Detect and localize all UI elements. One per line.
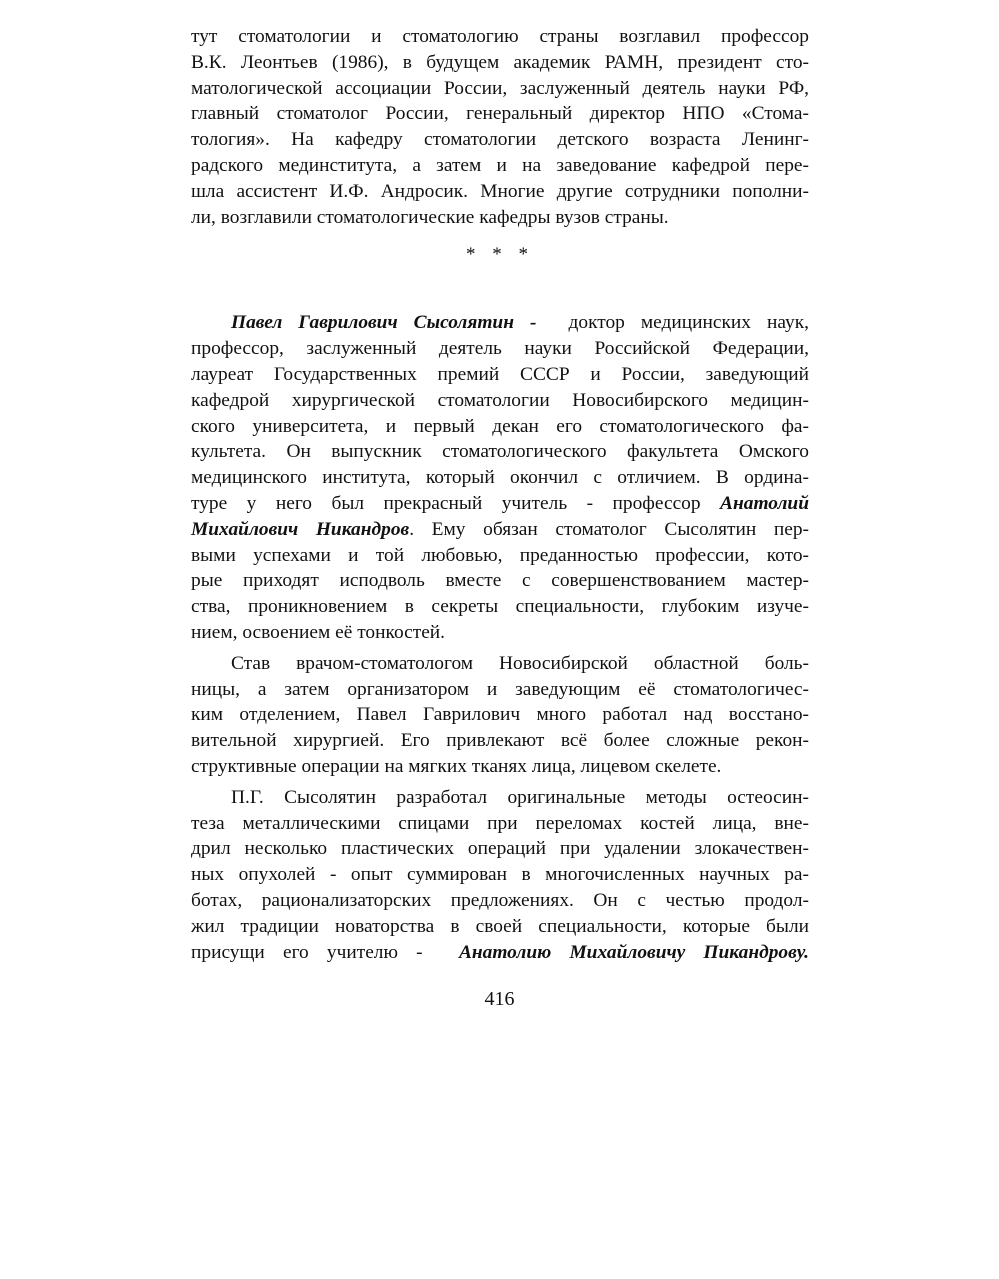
text-line: культета. Он выпускник стоматологического факультета Омского	[191, 441, 809, 463]
text-line: ства, проникновением в секреты специальности, глубоким изуче-	[191, 596, 809, 618]
text-fragment: доктор медицинских наук,	[568, 312, 809, 334]
text-line	[191, 517, 809, 543]
text-line: теза металлическими спицами при переломах костей лица, вне-	[191, 812, 809, 834]
text-line: В.К. Леонтьев (1986), в будущем академик РАМН, президент сто-	[191, 51, 809, 73]
text-line: жил традиции новаторства в своей специальности, которые были	[191, 915, 809, 937]
text-line: шла ассистент И.Ф. Андросик. Многие другие сотрудники пополни-	[191, 180, 809, 202]
text-fragment: присущи его учителю -	[191, 941, 423, 963]
page-body	[191, 24, 809, 965]
page-number: 416	[484, 988, 515, 1010]
text-line: главный стоматолог России, генеральный директор НПО «Стома-	[191, 103, 809, 125]
teacher-name: Анатолию Михайловичу Пикандрову.	[458, 941, 810, 963]
text-line: выми успехами и той любовью, преданностью профессии, кото-	[191, 544, 809, 566]
section-separator: * * *	[466, 244, 534, 266]
text-line: ницы, а затем организатором и заведующим её стоматологичес-	[191, 678, 809, 700]
text-line: нием, освоением её тонкостей.	[191, 621, 446, 643]
text-line: матологической ассоциации России, заслуженный деятель науки РФ,	[191, 77, 809, 99]
text-line: ботах, рационализаторских предложениях. Он с честью продол-	[191, 889, 809, 911]
text-line: ных опухолей - опыт суммирован в многочисленных научных ра-	[191, 864, 809, 886]
text-line: рые приходят исподволь вместе с совершенствованием мастер-	[191, 570, 809, 592]
bio-paragraph	[191, 310, 809, 645]
text-line: ким отделением, Павел Гаврилович много работал над восстано-	[191, 704, 809, 726]
text-line: Став врачом-стоматологом Новосибирской областной боль-	[231, 652, 809, 674]
text-line: профессор, заслуженный деятель науки Российской Федерации,	[191, 338, 809, 360]
intro-paragraph	[191, 24, 809, 230]
text-line: ского университета, и первый декан его стоматологического фа-	[191, 415, 809, 437]
text-line: структивные операции на мягких тканях лица, лицевом скелете.	[191, 755, 722, 777]
text-line: лауреат Государственных премий СССР и России, заведующий	[191, 363, 809, 385]
text-line: вительной хирургией. Его привлекают всё более сложные рекон-	[191, 730, 809, 752]
text-line: тология». На кафедру стоматологии детского возраста Ленинг-	[191, 129, 809, 151]
text-fragment: . Ему обязан стоматолог Сысолятин пер-	[409, 518, 809, 540]
text-line	[191, 940, 809, 966]
text-line: ли, возглавили стоматологические кафедры вузов страны.	[191, 206, 669, 228]
text-line	[191, 491, 809, 517]
text-fragment: туре у него был прекрасный учитель - профессор	[191, 492, 701, 514]
methods-paragraph	[191, 785, 809, 966]
text-line: П.Г. Сысолятин разработал оригинальные методы остеосин-	[231, 786, 809, 808]
teacher-name: Анатолий	[720, 492, 809, 514]
text-line: медицинского института, который окончил с отличием. В ордина-	[191, 467, 809, 489]
text-line	[191, 310, 809, 336]
text-line: тут стоматологии и стоматологию страны возглавил профессор	[191, 26, 809, 47]
text-line: дрил несколько пластических операций при удалении злокачествен-	[191, 838, 809, 860]
text-line: радского мединститута, а затем и на заведование кафедрой пере-	[191, 154, 809, 176]
teacher-name: Михайлович Никандров	[191, 518, 410, 540]
person-name: Павел Гаврилович Сысолятин -	[231, 312, 537, 334]
text-line: кафедрой хирургической стоматологии Новосибирского медицин-	[191, 389, 809, 411]
career-paragraph	[191, 651, 809, 780]
